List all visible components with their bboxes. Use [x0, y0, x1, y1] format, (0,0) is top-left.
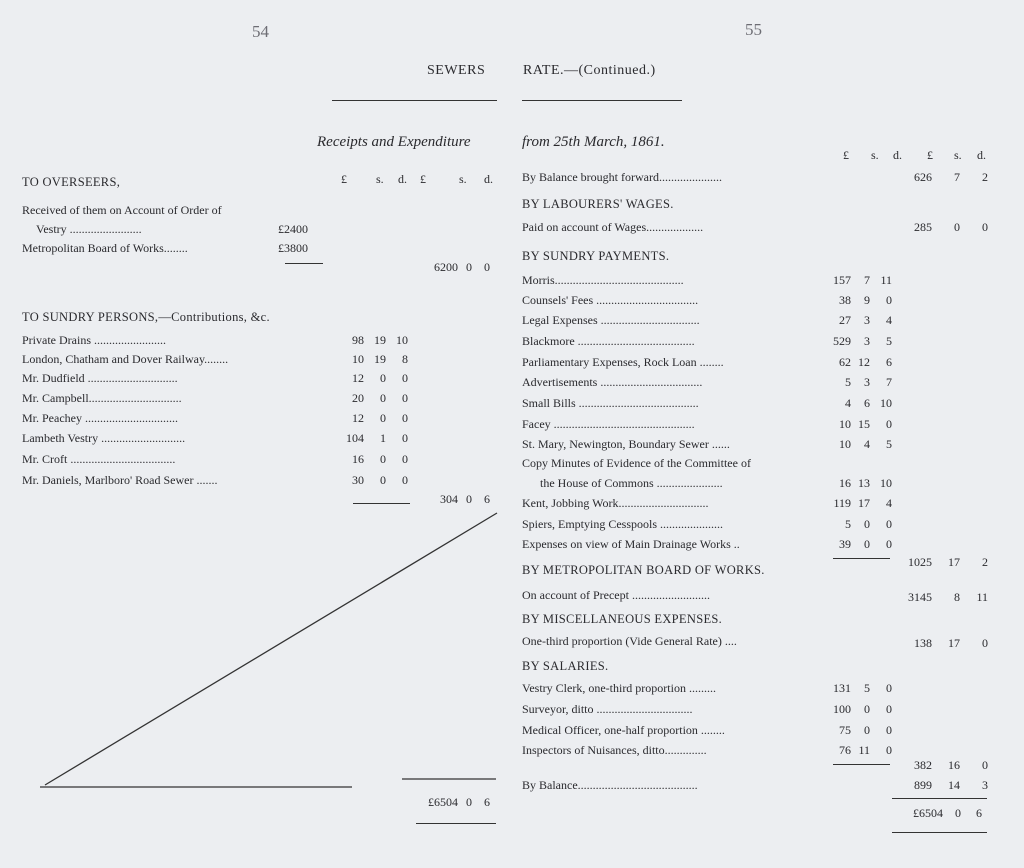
salary-l: 131	[833, 681, 851, 695]
receipts-grand-total-d: 6	[484, 795, 490, 809]
receipts-item-l: 98	[352, 333, 364, 347]
receipts-item-l: 16	[352, 452, 364, 466]
exp-sundry-total-d: 2	[982, 555, 988, 569]
salary-d: 0	[886, 743, 892, 757]
exp-item-l: 157	[833, 273, 851, 287]
exp-item-s: 4	[864, 437, 870, 451]
exp-item-label: Parliamentary Expenses, Rock Loan ........	[522, 355, 724, 369]
salary-label: Medical Officer, one-half proportion ........	[522, 723, 725, 737]
header-pence-total: d.	[484, 172, 493, 186]
by-balance-label: By Balance........................................	[522, 778, 698, 792]
exp-item-l: 38	[839, 293, 851, 307]
exp-item-label: Copy Minutes of Evidence of the Committee of	[522, 456, 751, 470]
metro-d: 11	[976, 590, 988, 604]
exp-header-pence: d.	[893, 148, 902, 162]
page-number-right: 55	[745, 20, 762, 39]
receipts-grand-total-s: 0	[466, 795, 472, 809]
exp-item-label: the House of Commons ......................	[540, 476, 723, 490]
salaries-total-l: 382	[914, 758, 932, 772]
exp-item-label: Morris...........................................	[522, 273, 684, 287]
exp-item-s: 0	[864, 537, 870, 551]
misc-d: 0	[982, 636, 988, 650]
salary-d: 0	[886, 723, 892, 737]
overseers-total-s: 0	[466, 260, 472, 274]
exp-item-s: 13	[858, 476, 870, 490]
exp-header-shillings-total: s.	[954, 148, 962, 162]
salary-label: Surveyor, ditto ................................	[522, 702, 693, 716]
receipts-grand-total-l: £6504	[428, 795, 458, 809]
exp-header-shillings: s.	[871, 148, 879, 162]
exp-item-d: 0	[886, 517, 892, 531]
balance-forward-label: By Balance brought forward.....................	[522, 170, 722, 184]
exp-item-l: 5	[845, 375, 851, 389]
exp-item-s: 3	[864, 313, 870, 327]
exp-item-l: 4	[845, 396, 851, 410]
exp-item-d: 4	[886, 496, 892, 510]
exp-item-l: 529	[833, 334, 851, 348]
receipts-item-s: 0	[380, 371, 386, 385]
receipts-grand-rule	[416, 823, 496, 824]
misc-s: 17	[948, 636, 960, 650]
exp-item-d: 7	[886, 375, 892, 389]
metro-label: On account of Precept ..........................	[522, 588, 710, 602]
receipts-item-l: 20	[352, 391, 364, 405]
exp-item-s: 6	[864, 396, 870, 410]
exp-item-d: 10	[880, 396, 892, 410]
exp-sundry-total-l: 1025	[908, 555, 932, 569]
page-number-left: 54	[252, 22, 269, 41]
exp-item-l: 10	[839, 437, 851, 451]
exp-item-label: Counsels' Fees ..................................	[522, 293, 699, 307]
exp-salaries-rule	[833, 764, 890, 765]
salary-s: 11	[858, 743, 870, 757]
receipts-item-s: 19	[374, 352, 386, 366]
by-balance-l: 899	[914, 778, 932, 792]
labourers-heading: BY LABOURERS' WAGES.	[522, 197, 674, 211]
exp-item-s: 3	[864, 334, 870, 348]
receipts-item-l: 12	[352, 371, 364, 385]
receipts-item-d: 0	[402, 452, 408, 466]
metro-l: 3145	[908, 590, 932, 604]
exp-item-s: 7	[864, 273, 870, 287]
exp-item-l: 10	[839, 417, 851, 431]
receipts-item-d: 0	[402, 371, 408, 385]
exp-item-d: 10	[880, 476, 892, 490]
balance-forward-d: 2	[982, 170, 988, 184]
exp-item-label: Kent, Jobbing Work..............................	[522, 496, 709, 510]
salary-l: 100	[833, 702, 851, 716]
receipts-sundry-total-d: 6	[484, 492, 490, 506]
receipts-sundry-total-s: 0	[466, 492, 472, 506]
overseers-amount-vestry: £2400	[278, 222, 308, 236]
exp-item-label: Small Bills ........................................	[522, 396, 699, 410]
exp-item-d: 4	[886, 313, 892, 327]
exp-item-label: Blackmore .......................................	[522, 334, 695, 348]
salaries-total-s: 16	[948, 758, 960, 772]
receipts-item-l: 104	[346, 431, 364, 445]
receipts-item-label: Mr. Daniels, Marlboro' Road Sewer .......	[22, 473, 218, 487]
overseers-amount-board: £3800	[278, 241, 308, 255]
receipts-item-d: 8	[402, 352, 408, 366]
header-shillings: s.	[376, 172, 384, 186]
exp-item-l: 62	[839, 355, 851, 369]
misc-label: One-third proportion (Vide General Rate) ....	[522, 634, 737, 648]
title-right: RATE.—(Continued.)	[523, 63, 656, 78]
labourers-label: Paid on account of Wages...................	[522, 220, 704, 234]
receipts-item-s: 0	[380, 473, 386, 487]
overseers-line-3: Metropolitan Board of Works........	[22, 241, 188, 255]
header-shillings-total: s.	[459, 172, 467, 186]
exp-item-label: Legal Expenses .................................	[522, 313, 700, 327]
balance-forward-s: 7	[954, 170, 960, 184]
exp-item-d: 5	[886, 437, 892, 451]
salary-label: Vestry Clerk, one-third proportion .........	[522, 681, 716, 695]
exp-sundry-total-s: 17	[948, 555, 960, 569]
exp-item-label: Facey ...............................................	[522, 417, 695, 431]
receipts-item-l: 30	[352, 473, 364, 487]
receipts-item-d: 0	[402, 391, 408, 405]
exp-item-s: 3	[864, 375, 870, 389]
exp-item-l: 27	[839, 313, 851, 327]
receipts-item-s: 0	[380, 411, 386, 425]
receipts-sundry-total-l: 304	[440, 492, 458, 506]
by-balance-d: 3	[982, 778, 988, 792]
header-pounds-total: £	[420, 172, 426, 186]
receipts-item-s: 0	[380, 452, 386, 466]
receipts-item-label: Mr. Dudfield ..............................	[22, 371, 178, 385]
exp-item-l: 5	[845, 517, 851, 531]
exp-item-s: 9	[864, 293, 870, 307]
exp-item-label: St. Mary, Newington, Boundary Sewer ......	[522, 437, 730, 451]
salary-s: 0	[864, 702, 870, 716]
subtitle-left: Receipts and Expenditure	[317, 134, 471, 150]
receipts-item-l: 10	[352, 352, 364, 366]
receipts-sundry-heading: TO SUNDRY PERSONS,—Contributions, &c.	[22, 310, 270, 324]
exp-item-l: 39	[839, 537, 851, 551]
overseers-line-2: Vestry ........................	[36, 222, 142, 236]
header-pounds: £	[341, 172, 347, 186]
labourers-s: 0	[954, 220, 960, 234]
exp-item-label: Advertisements ..................................	[522, 375, 703, 389]
labourers-d: 0	[982, 220, 988, 234]
receipts-item-s: 19	[374, 333, 386, 347]
exp-header-pence-total: d.	[977, 148, 986, 162]
overseers-line-1: Received of them on Account of Order of	[22, 203, 222, 217]
receipts-item-label: Mr. Peachey ...............................	[22, 411, 178, 425]
receipts-item-l: 12	[352, 411, 364, 425]
exp-header-pounds: £	[843, 148, 849, 162]
exp-item-l: 119	[833, 496, 851, 510]
receipts-item-s: 1	[380, 431, 386, 445]
exp-item-d: 5	[886, 334, 892, 348]
exp-sundry-heading: BY SUNDRY PAYMENTS.	[522, 249, 670, 263]
exp-item-label: Spiers, Emptying Cesspools .....................	[522, 517, 724, 531]
salary-label: Inspectors of Nuisances, ditto..............	[522, 743, 707, 757]
exp-item-s: 12	[858, 355, 870, 369]
exp-header-pounds-total: £	[927, 148, 933, 162]
balance-forward-l: 626	[914, 170, 932, 184]
exp-item-d: 0	[886, 417, 892, 431]
receipts-item-label: Private Drains ........................	[22, 333, 166, 347]
exp-grand-total-s: 0	[955, 806, 961, 820]
salary-s: 5	[864, 681, 870, 695]
overseers-heading: TO OVERSEERS,	[22, 175, 121, 189]
receipts-item-s: 0	[380, 391, 386, 405]
receipts-item-label: Mr. Croft ...................................	[22, 452, 176, 466]
receipts-item-label: Mr. Campbell...............................	[22, 391, 182, 405]
header-pence: d.	[398, 172, 407, 186]
misc-heading: BY MISCELLANEOUS EXPENSES.	[522, 612, 723, 626]
exp-grand-rule	[892, 832, 987, 833]
overseers-total-d: 0	[484, 260, 490, 274]
exp-item-d: 0	[886, 537, 892, 551]
exp-grand-total-d: 6	[976, 806, 982, 820]
by-balance-s: 14	[948, 778, 960, 792]
salaries-total-d: 0	[982, 758, 988, 772]
exp-item-d: 6	[886, 355, 892, 369]
salaries-heading: BY SALARIES.	[522, 659, 609, 673]
exp-sundry-rule	[833, 558, 890, 559]
exp-item-l: 16	[839, 476, 851, 490]
metro-s: 8	[954, 590, 960, 604]
labourers-l: 285	[914, 220, 932, 234]
receipts-item-d: 0	[402, 473, 408, 487]
overseers-total-l: 6200	[434, 260, 458, 274]
title-left: SEWERS	[427, 63, 486, 78]
exp-item-s: 17	[858, 496, 870, 510]
exp-item-s: 15	[858, 417, 870, 431]
receipts-item-d: 0	[402, 431, 408, 445]
metro-heading: BY METROPOLITAN BOARD OF WORKS.	[522, 563, 765, 577]
exp-item-d: 11	[880, 273, 892, 287]
misc-l: 138	[914, 636, 932, 650]
exp-item-label: Expenses on view of Main Drainage Works ..	[522, 537, 740, 551]
receipts-item-label: Lambeth Vestry ............................	[22, 431, 186, 445]
exp-balance-rule	[892, 798, 987, 799]
exp-item-d: 0	[886, 293, 892, 307]
receipts-item-label: London, Chatham and Dover Railway........	[22, 352, 229, 366]
exp-item-s: 0	[864, 517, 870, 531]
salary-s: 0	[864, 723, 870, 737]
salary-l: 75	[839, 723, 851, 737]
salary-l: 76	[839, 743, 851, 757]
salary-d: 0	[886, 681, 892, 695]
receipts-item-d: 0	[402, 411, 408, 425]
receipts-item-d: 10	[396, 333, 408, 347]
exp-grand-total-l: £6504	[913, 806, 943, 820]
salary-d: 0	[886, 702, 892, 716]
subtitle-right: from 25th March, 1861.	[522, 134, 665, 150]
